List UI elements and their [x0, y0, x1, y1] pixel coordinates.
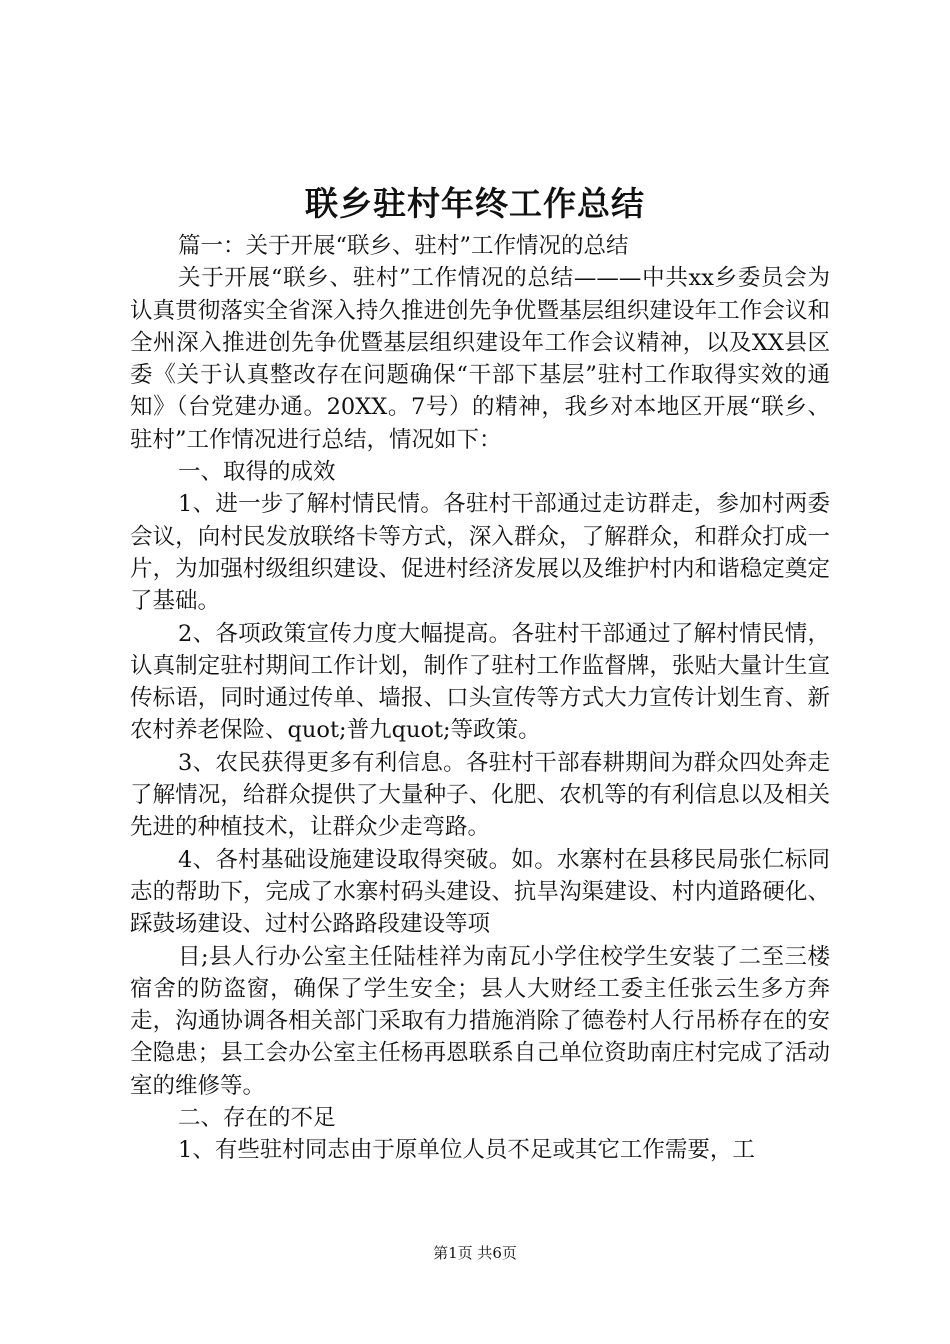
achievement-paragraph-4: 4、各村基础设施建设取得突破。如。水寨村在县移民局张仁标同志的帮助下，完成了水寨村码头建设、抗旱沟渠建设、村内道路硬化、踩鼓场建设、过村公路路段建设等项 [130, 846, 830, 938]
section-heading-achievements: 一、取得的成效 [178, 459, 336, 486]
achievement-paragraph-2: 2、各项政策宣传力度大幅提高。各驻村干部通过了解村情民情，认真制定驻村期间工作计划，制作了驻村工作监督牌，张贴大量计生宣传标语，同时通过传单、墙报、口头宣传等方式大力宣传计划生育、新农村养老保险、quot;普九quot;等政策。 [130, 620, 830, 744]
document-title: 联乡驻村年终工作总结 [305, 184, 645, 223]
section-heading-part-one: 篇一：关于开展“联乡、驻村”工作情况的总结 [178, 233, 629, 259]
shortcoming-paragraph-1: 1、有些驻村同志由于原单位人员不足或其它工作需要，工 [178, 1137, 755, 1164]
achievement-paragraph-4-continued: 目;县人行办公室主任陆桂祥为南瓦小学住校学生安装了二至三楼宿舍的防盗窗，确保了学生安全；县人大财经工委主任张云生多方奔走，沟通协调各相关部门采取有力措施消除了德卷村人行吊桥存在的安全隐患；县工会办公室主任杨再恩联系自己单位资助南庄村完成了活动室的维修等。 [130, 943, 830, 1099]
document-body [130, 230, 830, 1167]
page-number-footer: 第1页 共6页 [433, 1244, 517, 1262]
section-heading-shortcomings: 二、存在的不足 [178, 1105, 336, 1132]
achievement-paragraph-1: 1、进一步了解村情民情。各驻村干部通过走访群走，参加村两委会议，向村民发放联络卡等方式，深入群众，了解群众，和群众打成一片，为加强村级组织建设、促进村经济发展以及维护村内和谐稳定奠定了基础。 [130, 491, 830, 615]
achievement-paragraph-3: 3、农民获得更多有利信息。各驻村干部春耕期间为群众四处奔走了解情况，给群众提供了大量种子、化肥、农机等的有利信息以及相关先进的种植技术，让群众少走弯路。 [130, 749, 830, 841]
intro-paragraph: 关于开展“联乡、驻村”工作情况的总结———中共xx乡委员会为认真贯彻落实全省深入持久推进创先争优暨基层组织建设年工作会议和全州深入推进创先争优暨基层组织建设年工作会议精神，以及XX县区委《关于认真整改存在问题确保“干部下基层”驻村工作取得实效的通知》（台党建办通。20XX。7号）的精神，我乡对本地区开展“联乡、驻村”工作情况进行总结，情况如下： [130, 265, 830, 453]
